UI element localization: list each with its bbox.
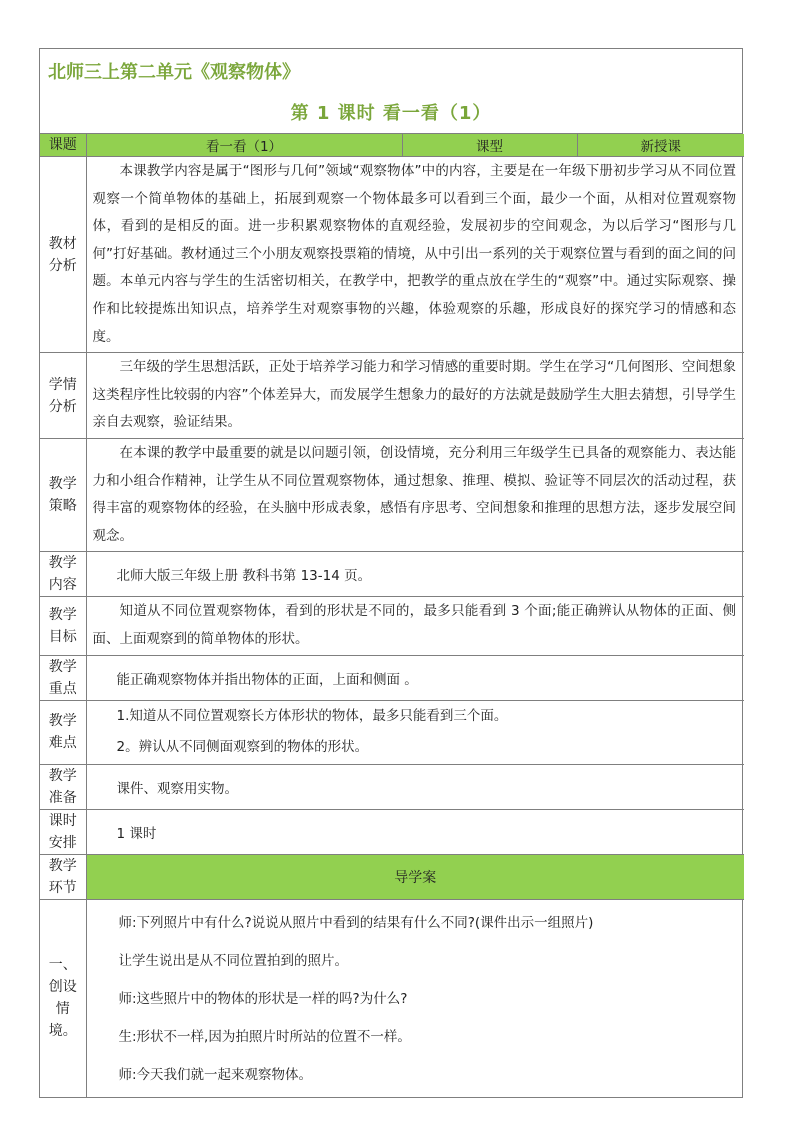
guide-plan-heading: 导学案 xyxy=(86,854,744,899)
teaching-strategy-text: 在本课的教学中最重要的就是以问题引领，创设情境，充分利用三年级学生已具备的观察能力、表达能力和小组合作精神，让学生从不同位置观察物体，通过想象、推理、模拟、验证等不同层次的活动过程，获得丰富的观察物体的经验，在头脑中形成表象，感悟有序思考、空间想象和推理的思想方法，逐步发展空间观念。 xyxy=(86,438,744,551)
row-teaching-goals xyxy=(40,597,744,655)
row-label: 教学 目标 xyxy=(40,597,86,655)
row-teaching-content xyxy=(40,552,744,597)
lesson-title: 第 1 课时 看一看（1） xyxy=(290,103,492,124)
row-label: 教学 策略 xyxy=(40,438,86,551)
difficulties-text xyxy=(86,700,744,764)
dialogue-line: 生:形状不一样,因为拍照片时所站的位置不一样。 xyxy=(118,1029,411,1046)
row-label: 教学 准备 xyxy=(40,764,86,809)
difficulty-item: 2。辨认从不同侧面观察到的物体的形状。 xyxy=(116,739,369,755)
key-points-text: 能正确观察物体并指出物体的正面，上面和侧面 。 xyxy=(86,655,744,700)
create-scene-content xyxy=(86,899,744,1097)
lesson-type-value: 新授课 xyxy=(577,134,744,157)
row-teaching-strategy xyxy=(40,438,744,551)
teaching-content-text: 北师大版三年级上册 教科书第 13-14 页。 xyxy=(86,552,744,597)
document-header xyxy=(40,49,742,134)
row-preparation xyxy=(40,764,744,809)
row-key-points xyxy=(40,655,744,700)
dialogue-line: 师:下列照片中有什么?说说从照片中看到的结果有什么不同?(课件出示一组照片) xyxy=(118,915,594,932)
section-header-row xyxy=(40,854,744,899)
lesson-plan-table xyxy=(40,134,744,1097)
row-label: 一、 创设 情 境。 xyxy=(40,899,86,1097)
dialogue-line: 让学生说出是从不同位置拍到的照片。 xyxy=(118,953,348,970)
row-label: 教材 分析 xyxy=(40,157,86,353)
row-label: 教学 环节 xyxy=(40,854,86,899)
topic-value: 看一看（1） xyxy=(86,134,402,157)
dialogue-line: 师:这些照片中的物体的形状是一样的吗?为什么? xyxy=(118,991,408,1008)
row-label: 课时 安排 xyxy=(40,809,86,854)
topic-label: 课题 xyxy=(40,134,86,157)
learner-analysis-text: 三年级的学生思想活跃，正处于培养学习能力和学习情感的重要时期。学生在学习“几何图形、空间想象这类程序性比较弱的内容”个体差异大，而发展学生想象力的最好的方法就是鼓励学生大胆去猜想，引导学生亲自去观察，验证结果。 xyxy=(86,353,744,439)
lesson-type-label: 课型 xyxy=(402,134,577,157)
row-label: 教学 难点 xyxy=(40,700,86,764)
lesson-plan-sheet xyxy=(39,48,743,1098)
row-label: 学情 分析 xyxy=(40,353,86,439)
row-learner-analysis xyxy=(40,353,744,439)
row-label: 教学 重点 xyxy=(40,655,86,700)
topic-row xyxy=(40,134,744,157)
row-label: 教学 内容 xyxy=(40,552,86,597)
row-difficulties xyxy=(40,700,744,764)
difficulty-item: 1.知道从不同位置观察长方体形状的物体，最多只能看到三个面。 xyxy=(116,708,508,724)
preparation-text: 课件、观察用实物。 xyxy=(86,764,744,809)
row-textbook-analysis xyxy=(40,157,744,353)
section-create-scene xyxy=(40,899,744,1097)
teaching-goals-text: 知道从不同位置观察物体，看到的形状是不同的，最多只能看到 3 个面;能正确辨认从物体的正面、侧面、上面观察到的简单物体的形状。 xyxy=(86,597,744,655)
unit-title: 北师三上第二单元《观察物体》 xyxy=(48,62,300,83)
row-schedule xyxy=(40,809,744,854)
dialogue-line: 师:今天我们就一起来观察物体。 xyxy=(118,1067,313,1084)
textbook-analysis-text: 本课教学内容是属于“图形与几何”领域“观察物体”中的内容，主要是在一年级下册初步学习从不同位置观察一个简单物体的基础上，拓展到观察一个物体最多可以看到三个面，最少一个面，从相对位置观察物体，看到的是相反的面。进一步积累观察物体的直观经验，发展初步的空间观念，为以后学习“图形与几何”打好基础。教材通过三个小朋友观察投票箱的情境，从中引出一系列的关于观察位置与看到的面之间的问题。本单元内容与学生的生活密切相关，在教学中，把教学的重点放在学生的“观察”中。通过实际观察、操作和比较提炼出知识点，培养学生对观察事物的兴趣，体验观察的乐趣，形成良好的探究学习的情感和态度。 xyxy=(86,157,744,353)
schedule-text: 1 课时 xyxy=(86,809,744,854)
